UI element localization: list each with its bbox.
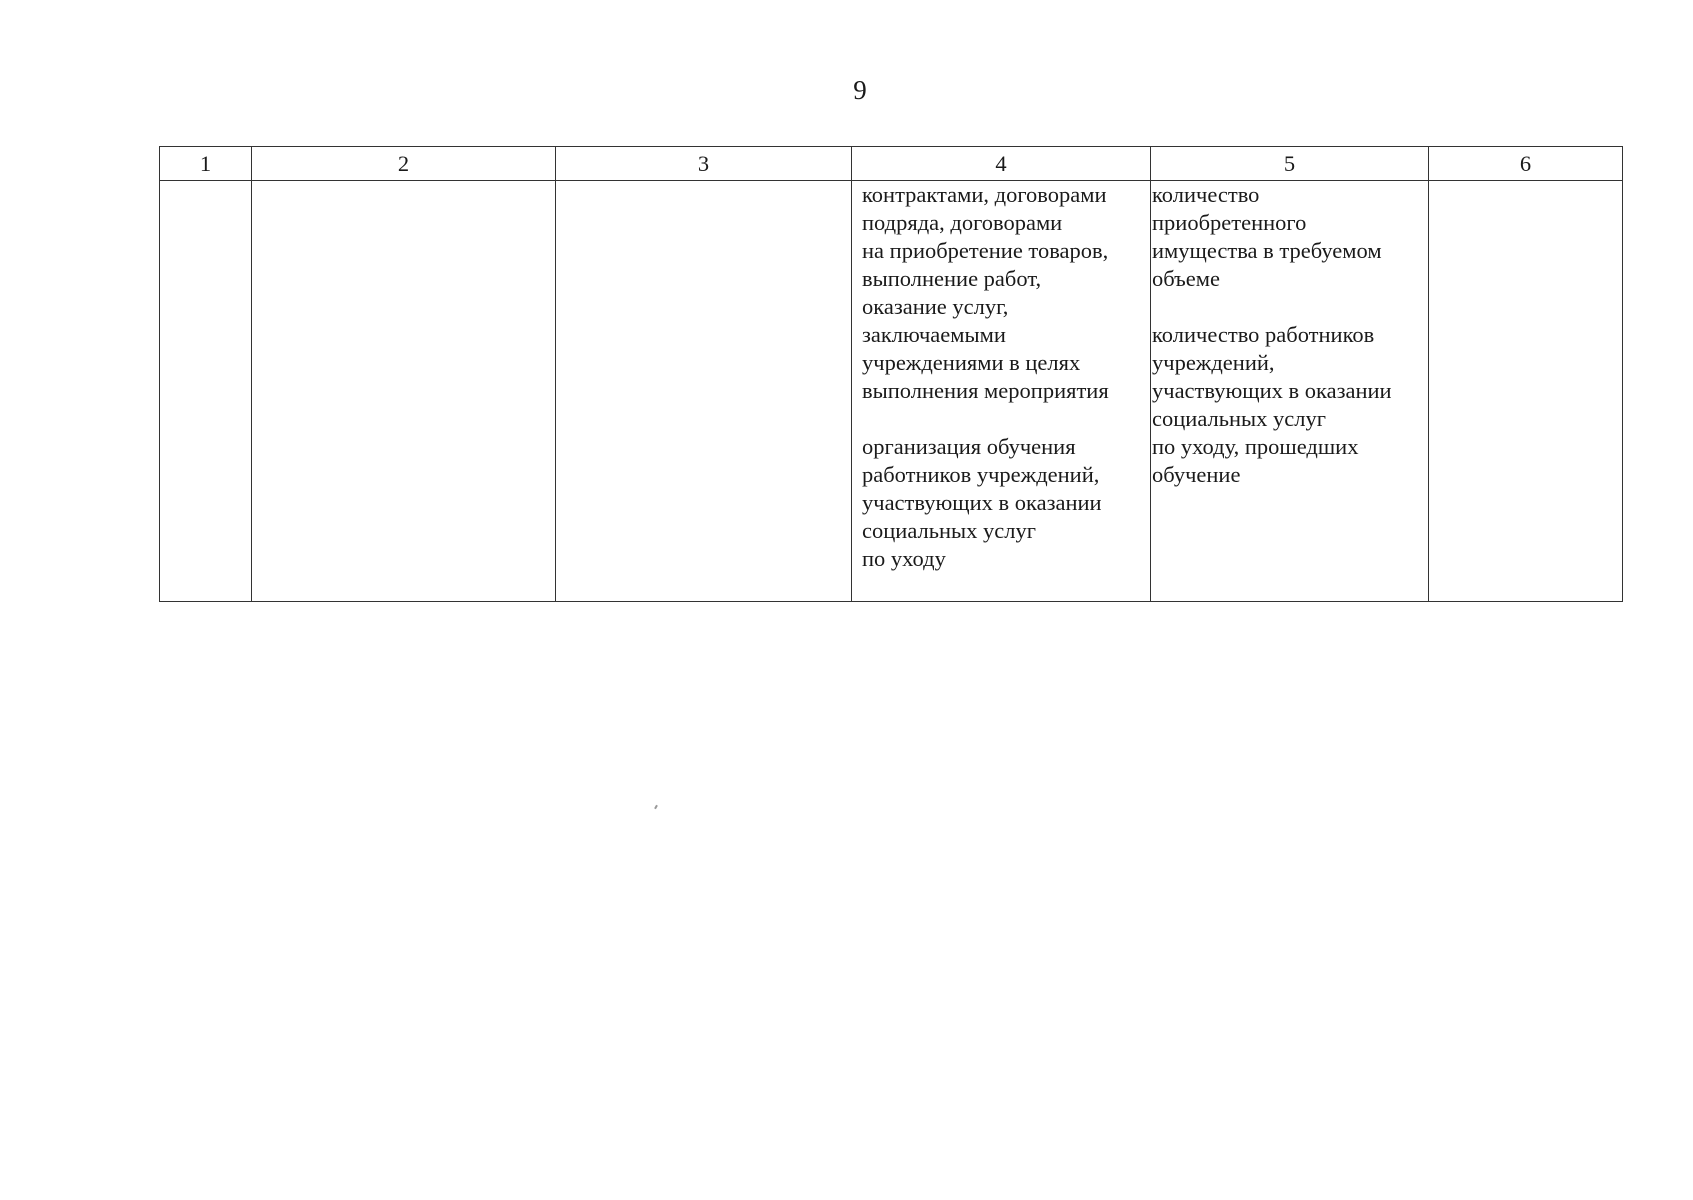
page-number: 9 bbox=[853, 75, 867, 105]
indicator-trained-workers: количество работников учреждений, участвующих в оказании социальных услуг по уходу, прошедших обучение bbox=[1152, 322, 1392, 487]
cell-indicators bbox=[1151, 181, 1429, 602]
cell-col2 bbox=[252, 181, 556, 602]
cell-activities bbox=[852, 181, 1151, 602]
activity-procurement: контрактами, договорами подряда, договорами на приобретение товаров, выполнение работ, оказание услуг, заключаемыми учреждениями в целях выполнения мероприятия bbox=[862, 182, 1109, 403]
cell-col1 bbox=[160, 181, 252, 602]
indicator-property: количество приобретенного имущества в требуемом объеме bbox=[1152, 182, 1382, 291]
column-header-1: 1 bbox=[160, 147, 252, 181]
cell-col3 bbox=[556, 181, 852, 602]
column-header-4: 4 bbox=[852, 147, 1151, 181]
table-header-row bbox=[160, 147, 1623, 181]
cell-col6 bbox=[1429, 181, 1623, 602]
activities-table bbox=[159, 146, 1623, 602]
scan-artifact bbox=[654, 805, 658, 809]
table-row bbox=[160, 181, 1623, 602]
column-header-2: 2 bbox=[252, 147, 556, 181]
activity-training: организация обучения работников учреждений, участвующих в оказании социальных услуг по уходу bbox=[862, 434, 1102, 571]
column-header-5: 5 bbox=[1151, 147, 1429, 181]
column-header-6: 6 bbox=[1429, 147, 1623, 181]
column-header-3: 3 bbox=[556, 147, 852, 181]
